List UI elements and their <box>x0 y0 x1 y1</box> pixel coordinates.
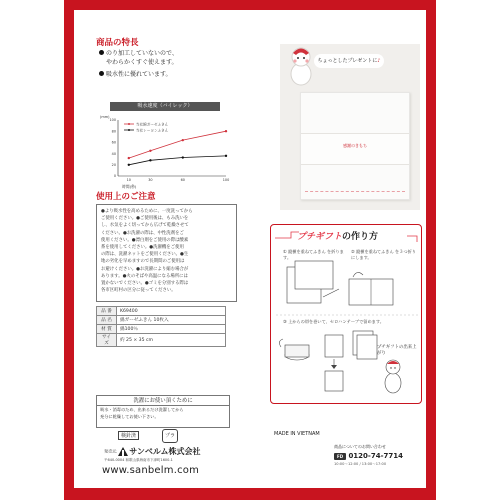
bullet-icon <box>99 50 104 55</box>
series-line <box>129 156 226 165</box>
caution-line: 地の劣化を早めますので長期間のご使用は <box>101 259 185 265</box>
howto-step-1: ① 縦横を重ねてふきん を折ります。 <box>283 249 344 260</box>
made-in-label: MADE IN VIETNAM <box>274 431 320 437</box>
feature-item-2 <box>99 71 172 79</box>
laundry-box <box>96 395 230 428</box>
feature-item-1-cont: やわらかくすぐ使えます。 <box>106 59 178 66</box>
mascot-caption: プチギフトの出来上がり <box>377 345 417 356</box>
spec-row <box>97 307 226 316</box>
legend-marker <box>128 129 130 131</box>
legend-label: 当社綿ガーゼふきん <box>136 122 169 127</box>
x-tick-label: 100 <box>222 178 230 182</box>
legend-label: 当社レーヨンふきん <box>136 128 169 133</box>
speech-bubble <box>314 54 384 68</box>
howto-title-red: プチギフト <box>297 232 343 242</box>
towel-stitch <box>305 191 405 192</box>
caution-line: 使用ください。●漂白剤をご使用の際は酸素 <box>101 237 189 243</box>
chart-title: 吸水速度（バイレック） <box>110 102 220 111</box>
absorption-chart <box>100 112 234 190</box>
spec-value: 約 25 × 35 cm <box>117 334 226 347</box>
phone-number: 0120-74-7714 <box>348 452 403 460</box>
laundry-line-2: 充分に乾燥してお使い下さい。 <box>100 414 159 419</box>
caution-line: ●より吸水性を高めるために、一度洗ってから <box>101 209 193 214</box>
y-tick-label: 80 <box>111 129 116 134</box>
data-point <box>149 159 151 161</box>
spec-value: 綿100％ <box>117 325 226 334</box>
free-dial-icon: FD <box>334 453 346 460</box>
company-name: サンベルム株式会社 <box>129 447 201 456</box>
caution-line: 各市区町村の区分に従ってください。 <box>101 288 176 294</box>
data-point <box>149 150 151 152</box>
plastic-recycle-icon: プラ <box>162 429 178 443</box>
mascot-icon <box>288 46 314 86</box>
folded-towel <box>300 92 410 200</box>
y-unit-label: (mm) <box>100 115 110 119</box>
y-tick-label: 40 <box>111 151 116 156</box>
spec-key: 材 質 <box>97 325 117 334</box>
howto-step-2: ② 縦横を重ねてふきん を３つ折りにします。 <box>351 249 416 260</box>
business-hours: 10:00～12:00 / 13:00～17:00 <box>334 462 387 466</box>
spec-key: 品 名 <box>97 316 117 325</box>
feature-text-1: のり加工していないので、 <box>106 50 178 57</box>
caution-line: ください。●お洗濯の際は、中性洗剤をご <box>101 230 184 236</box>
spec-row <box>97 316 226 325</box>
feature-text-2: 吸水性に優れています。 <box>106 71 172 78</box>
x-tick-label: 60 <box>180 178 185 182</box>
inspected-mark: 検針済 <box>118 431 139 440</box>
caution-line: 系を使用してください。●洗濯機をご使用 <box>101 245 184 251</box>
contact-box <box>334 444 420 476</box>
caution-line: し、水気をよく切ってから広げて乾燥させて <box>101 223 189 229</box>
product-card-backing <box>64 0 436 500</box>
y-tick-label: 0 <box>113 174 116 179</box>
data-point <box>128 164 130 166</box>
caution-line: の際は、洗濯ネットをご使用ください。●生 <box>101 252 189 258</box>
music-note-icon: ♪ <box>377 58 381 64</box>
phone-row <box>334 452 420 460</box>
data-point <box>225 130 227 132</box>
caution-line: 置かないでください。●ゴミを分別する際は <box>101 281 189 287</box>
bullet-icon <box>99 71 104 76</box>
y-tick-label: 100 <box>109 118 116 123</box>
seller-row <box>104 446 201 457</box>
series-line <box>129 131 226 158</box>
towel-tag: 感謝のきもち <box>343 143 367 148</box>
content-panel <box>74 10 426 488</box>
caution-line: あります。●火のそばや高温になる場所には <box>101 273 188 279</box>
towel-band <box>301 133 409 165</box>
howto-step-3: ③ 上からの帯を巻いて、セロハンテープで留めます。 <box>283 319 384 324</box>
x-axis-label: 時間(秒) <box>122 184 137 189</box>
spec-key: サイズ <box>97 334 117 347</box>
product-photo <box>280 44 420 210</box>
data-point <box>182 156 184 158</box>
y-tick-label: 20 <box>111 163 116 167</box>
x-tick-label: 10 <box>126 178 131 182</box>
spec-row <box>97 334 226 347</box>
company-address: 〒640-0004 和歌山県海南市下津町1600-1 <box>104 458 173 462</box>
data-point <box>182 139 184 141</box>
data-point <box>128 157 130 159</box>
features-heading: 商品の特長 <box>96 38 139 48</box>
caution-heading: 使用上のご注意 <box>96 192 156 202</box>
caution-box <box>96 204 237 302</box>
y-tick-label: 60 <box>111 140 116 145</box>
spec-row <box>97 325 226 334</box>
howto-box <box>270 224 422 404</box>
contact-heading: 商品についてのお問い合わせ <box>334 444 386 449</box>
legend-marker <box>128 123 130 125</box>
laundry-title: 洗濯にお使い頂くために <box>97 396 229 406</box>
caution-line: お避けください。●お洗濯により縮む場合が <box>101 266 189 272</box>
caution-line: ご使用ください。●ご使用後は、もみ洗いを <box>101 216 189 222</box>
data-point <box>225 155 227 157</box>
howto-title-rest: の作り方 <box>342 232 379 242</box>
speech-bubble-text: ちょっとしたプレゼントに <box>317 58 378 64</box>
spec-key: 品 番 <box>97 307 117 316</box>
x-tick-label: 30 <box>148 178 153 182</box>
spec-value: K69400 <box>117 307 226 316</box>
seller-label: 発売元 <box>104 448 117 454</box>
laundry-line-1: 吸水・消毒のため、出来るだけ洗濯してから <box>100 407 184 412</box>
spec-value: 綿ガーゼふきん 10枚入 <box>117 316 226 325</box>
company-logo-icon <box>118 447 128 456</box>
company-website: www.sanbelm.com <box>102 465 200 476</box>
feature-item-1 <box>99 50 178 58</box>
spec-table <box>96 306 226 347</box>
